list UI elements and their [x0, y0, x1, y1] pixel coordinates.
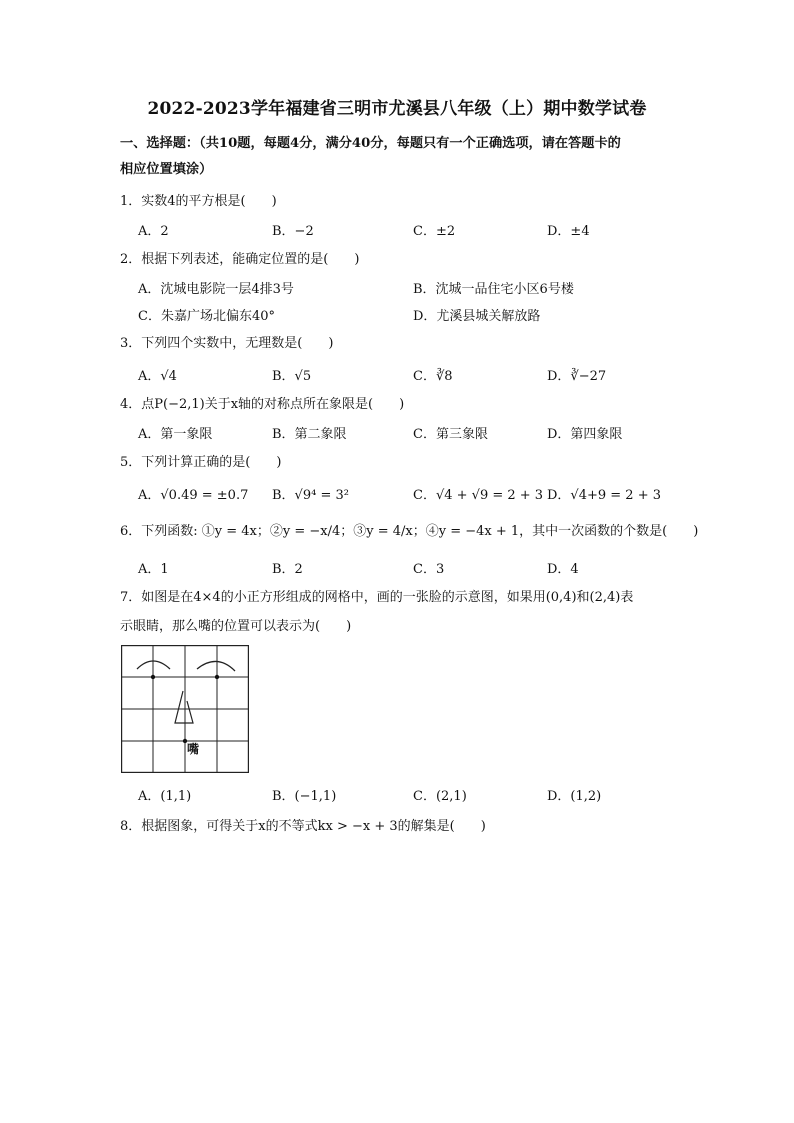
left-eye-dot	[151, 675, 155, 679]
right-eyebrow	[197, 661, 235, 671]
question-6-option-d: D．4	[547, 562, 579, 577]
right-eye-dot	[215, 675, 219, 679]
question-6-stem: 6．下列函数: ①y = 4x；②y = −x/4；③y = 4/x；④y = −4x + 1，其中一次函数的个数是( )	[120, 524, 699, 539]
question-5-option-d: D．√4+9 = 2 + 3	[547, 488, 661, 503]
question-2-option-a: A．沈城电影院一层4排3号	[138, 282, 294, 297]
question-1-option-c: C．±2	[413, 224, 456, 239]
question-1-stem: 1．实数4的平方根是( )	[120, 194, 277, 209]
question-6-option-b: B．2	[272, 562, 303, 577]
question-2-option-d: D．尤溪县城关解放路	[413, 309, 541, 324]
mouth-label: 嘴	[187, 742, 200, 756]
question-4-option-c: C．第三象限	[413, 427, 488, 442]
question-6-option-a: A．1	[138, 562, 169, 577]
page-title: 2022-2023学年福建省三明市尤溪县八年级（上）期中数学试卷	[147, 99, 647, 119]
face-grid-figure	[121, 645, 249, 773]
question-3-option-c: C．∛8	[413, 369, 453, 384]
question-4-option-b: B．第二象限	[272, 427, 347, 442]
question-6-option-c: C．3	[413, 562, 445, 577]
question-7-stem-line2: 示眼睛，那么嘴的位置可以表示为( )	[120, 619, 352, 634]
question-3-option-d: D．∛−27	[547, 369, 607, 384]
question-5-stem: 5．下列计算正确的是( )	[120, 455, 282, 470]
question-7-option-b: B．(−1,1)	[272, 789, 337, 804]
question-2-option-b: B．沈城一品住宅小区6号楼	[413, 282, 574, 297]
question-5-option-c: C．√4 + √9 = 2 + 3	[413, 488, 544, 503]
grid-lines	[121, 645, 249, 773]
question-7-option-c: C．(2,1)	[413, 789, 467, 804]
question-3-option-a: A．√4	[138, 369, 177, 384]
question-5-option-b: B．√9⁴ = 3²	[272, 488, 349, 503]
question-8-stem: 8．根据图象，可得关于x的不等式kx > −x + 3的解集是( )	[120, 819, 486, 834]
section-heading-line2: 相应位置填涂）	[120, 162, 213, 177]
question-4-option-a: A．第一象限	[138, 427, 213, 442]
question-1-option-a: A．2	[138, 224, 169, 239]
question-5-option-a: A．√0.49 = ±0.7	[138, 488, 249, 503]
nose	[175, 691, 193, 723]
question-1-option-b: B．−2	[272, 224, 314, 239]
question-7-stem-line1: 7．如图是在4×4的小正方形组成的网格中，画的一张脸的示意图，如果用(0,4)和(2,4)表	[120, 590, 634, 605]
question-7-option-a: A．(1,1)	[138, 789, 192, 804]
question-2-stem: 2．根据下列表述，能确定位置的是( )	[120, 252, 360, 267]
section-heading-line1: 一、选择题：（共10题，每题4分，满分40分，每题只有一个正确选项，请在答题卡的	[120, 136, 621, 151]
question-3-stem: 3．下列四个实数中，无理数是( )	[120, 336, 334, 351]
question-4-option-d: D．第四象限	[547, 427, 623, 442]
question-4-stem: 4．点P(−2,1)关于x轴的对称点所在象限是( )	[120, 397, 405, 412]
question-2-option-c: C．朱嘉广场北偏东40°	[138, 309, 275, 324]
question-1-option-d: D．±4	[547, 224, 590, 239]
question-3-option-b: B．√5	[272, 369, 312, 384]
question-7-option-d: D．(1,2)	[547, 789, 602, 804]
